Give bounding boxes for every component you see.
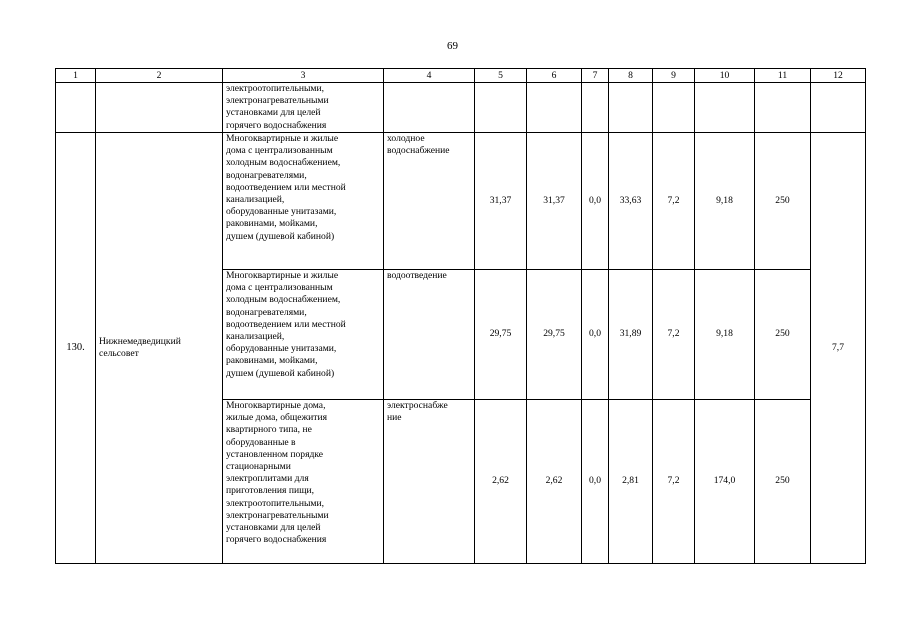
header-cell-9: 9 bbox=[653, 69, 695, 83]
service-type: электроснабже ние bbox=[384, 400, 475, 564]
header-cell-11: 11 bbox=[755, 69, 811, 83]
value-col10: 174,0 bbox=[695, 400, 755, 564]
header-cell-6: 6 bbox=[527, 69, 582, 83]
page-number: 69 bbox=[447, 40, 458, 52]
continuation-row bbox=[56, 83, 866, 133]
empty-cell bbox=[755, 83, 811, 133]
value-col11: 250 bbox=[755, 133, 811, 270]
header-cell-2: 2 bbox=[96, 69, 223, 83]
empty-cell bbox=[384, 83, 475, 133]
value-col6: 2,62 bbox=[527, 400, 582, 564]
empty-cell bbox=[56, 83, 96, 133]
value-col9: 7,2 bbox=[653, 133, 695, 270]
empty-cell bbox=[582, 83, 609, 133]
empty-cell bbox=[475, 83, 527, 133]
value-col5: 29,75 bbox=[475, 270, 527, 400]
value-col6: 29,75 bbox=[527, 270, 582, 400]
value-col9: 7,2 bbox=[653, 270, 695, 400]
empty-cell bbox=[609, 83, 653, 133]
value-col11: 250 bbox=[755, 270, 811, 400]
value-col10: 9,18 bbox=[695, 133, 755, 270]
header-cell-7: 7 bbox=[582, 69, 609, 83]
empty-cell bbox=[811, 83, 866, 133]
value-col8: 31,89 bbox=[609, 270, 653, 400]
empty-cell bbox=[527, 83, 582, 133]
empty-cell bbox=[653, 83, 695, 133]
value-col9: 7,2 bbox=[653, 400, 695, 564]
consumer-description: Многоквартирные дома, жилые дома, общежития квартирного типа, не оборудованные в установленном порядке стационарными электроплитами для приготовления пищи, электроотопительными, электронагревательными установками для целей горячего водоснабжения bbox=[223, 400, 384, 564]
header-cell-8: 8 bbox=[609, 69, 653, 83]
value-col7: 0,0 bbox=[582, 270, 609, 400]
service-type: водоотведение bbox=[384, 270, 475, 400]
settlement-name: Нижнемедведицкий сельсовет bbox=[96, 133, 223, 564]
value-col12: 7,7 bbox=[811, 133, 866, 564]
empty-cell bbox=[695, 83, 755, 133]
header-cell-5: 5 bbox=[475, 69, 527, 83]
header-cell-4: 4 bbox=[384, 69, 475, 83]
service-type: холодное водоснабжение bbox=[384, 133, 475, 270]
value-col5: 31,37 bbox=[475, 133, 527, 270]
consumer-description: Многоквартирные и жилые дома с централизованным холодным водоснабжением, водонагревателями, водоотведением или местной канализацией, оборудованные унитазами, раковинами, мойками, душем (душевой кабиной) bbox=[223, 270, 384, 400]
value-col7: 0,0 bbox=[582, 133, 609, 270]
header-row bbox=[56, 69, 866, 83]
value-col10: 9,18 bbox=[695, 270, 755, 400]
value-col11: 250 bbox=[755, 400, 811, 564]
row-index: 130. bbox=[56, 133, 96, 564]
header-cell-12: 12 bbox=[811, 69, 866, 83]
empty-cell bbox=[96, 83, 223, 133]
value-col8: 2,81 bbox=[609, 400, 653, 564]
continuation-description: электроотопительными, электронагревательными установками для целей горячего водоснабжения bbox=[223, 83, 384, 133]
value-col5: 2,62 bbox=[475, 400, 527, 564]
value-col7: 0,0 bbox=[582, 400, 609, 564]
value-col6: 31,37 bbox=[527, 133, 582, 270]
table-row bbox=[56, 133, 866, 270]
value-col8: 33,63 bbox=[609, 133, 653, 270]
consumer-description: Многоквартирные и жилые дома с централизованным холодным водоснабжением, водонагревателями, водоотведением или местной канализацией, оборудованные унитазами, раковинами, мойками, душем (душевой кабиной) bbox=[223, 133, 384, 270]
tariff-table bbox=[55, 68, 866, 564]
header-cell-10: 10 bbox=[695, 69, 755, 83]
header-cell-1: 1 bbox=[56, 69, 96, 83]
header-cell-3: 3 bbox=[223, 69, 384, 83]
